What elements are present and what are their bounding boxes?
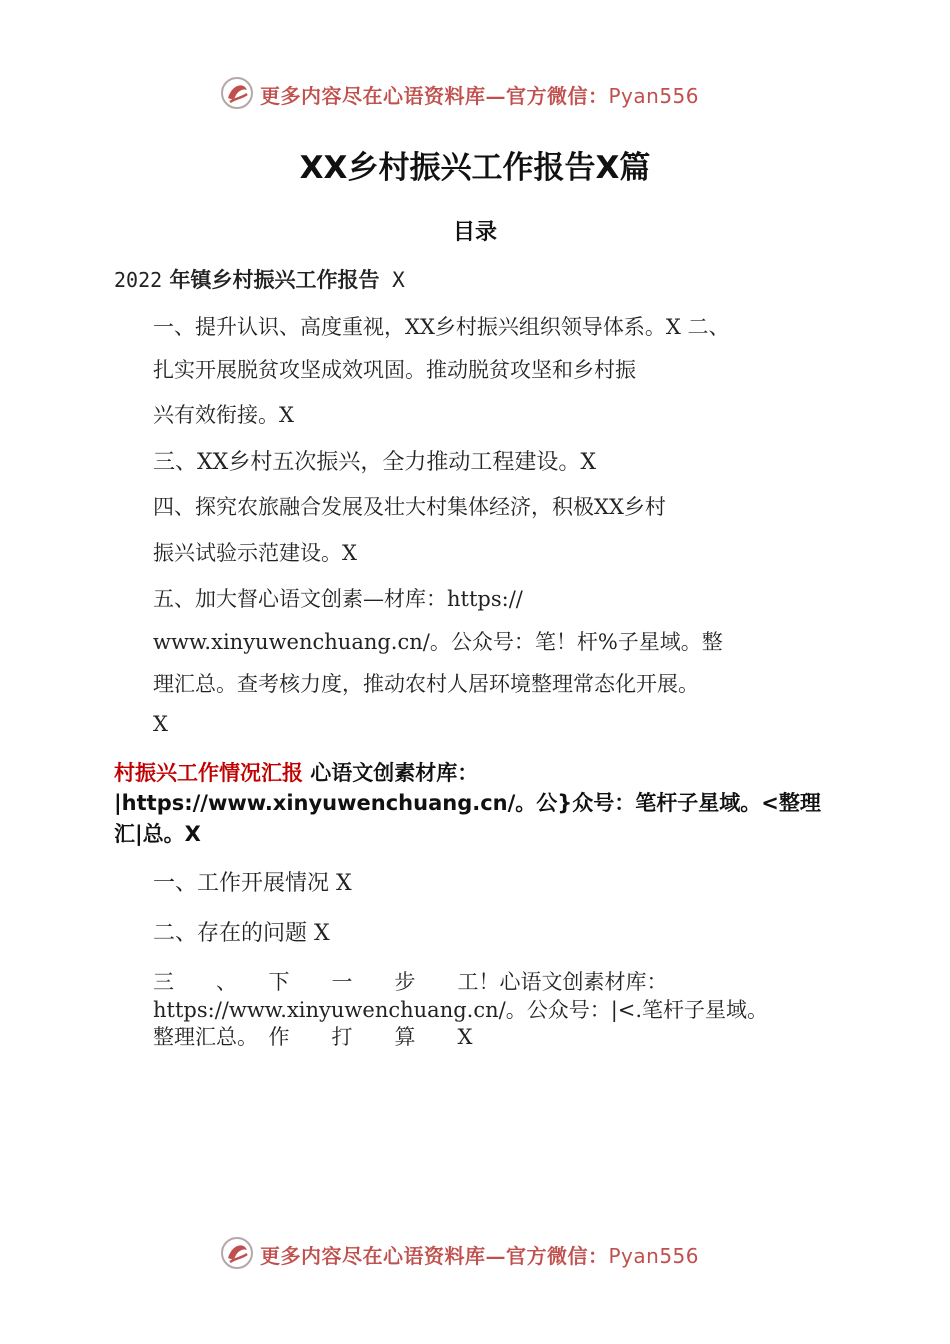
banner-dash: — — [485, 1244, 506, 1268]
toc-item-2-3a: 三 、 下 一 步 工！心语文创素材库： — [153, 970, 668, 994]
banner-wechat-id: Pyan556 — [608, 1244, 700, 1268]
header-banner — [0, 74, 950, 114]
banner-wechat-id: Pyan556 — [608, 84, 700, 108]
toc-section-2-tail: 心语文创素材库： — [303, 761, 479, 785]
toc-item-5b: www.xinyuwenchuang.cn/。公众号：笔！杆%子星域。整 — [153, 630, 723, 654]
toc-section-1 — [114, 264, 405, 294]
toc-item-5a: 五、加大督心语文创素—材库：https:// — [153, 587, 523, 611]
banner-text — [260, 1240, 699, 1269]
toc-section-2-title: 村振兴工作情况汇报 — [114, 761, 303, 785]
toc-item-2-3b: https://www.xinyuwenchuang.cn/。公众号：|<.笔杆子星域。 — [153, 998, 769, 1022]
toc-section-1-title: 年镇乡村振兴工作报告 — [162, 268, 380, 292]
banner-dash: — — [485, 84, 506, 108]
toc-section-2 — [114, 757, 478, 787]
banner-wechat-label: 官方微信： — [506, 1244, 609, 1268]
library-logo-icon — [220, 1236, 254, 1270]
toc-item-2-2: 二、存在的问题 X — [153, 921, 330, 946]
toc-section-1-x: X — [379, 268, 405, 292]
toc-heading: 目录 — [452, 220, 497, 245]
toc-item-4a: 四、探究农旅融合发展及壮大村集体经济，积极XX乡村 — [153, 495, 666, 519]
document-title: XX乡村振兴工作报告X篇 — [299, 150, 651, 186]
banner-wechat-label: 官方微信： — [506, 84, 609, 108]
toc-item-3: 三、XX乡村五次振兴，全力推动工程建设。X — [153, 450, 596, 475]
toc-item-1b: 扎实开展脱贫攻坚成效巩固。推动脱贫攻坚和乡村振 — [153, 358, 636, 382]
toc-item-1c: 兴有效衔接。X — [153, 403, 294, 427]
toc-section-2-line3: 汇|总。X — [114, 822, 201, 846]
toc-item-5c: 理汇总。查考核力度，推动农村人居环境整理常态化开展。 — [153, 672, 699, 696]
toc-item-5d: X — [153, 712, 168, 736]
toc-section-1-year: 2022 — [114, 268, 163, 292]
footer-banner — [0, 1234, 950, 1274]
banner-library-name: 更多内容尽在心语资料库 — [260, 1244, 486, 1268]
toc-item-4b: 振兴试验示范建设。X — [153, 541, 357, 565]
toc-section-2-line2: |https://www.xinyuwenchuang.cn/。公}众号：笔杆子星域。<整理 — [114, 791, 821, 815]
toc-item-2-3c: 整理汇总。 作 打 算 X — [153, 1025, 473, 1049]
banner-text — [260, 80, 699, 109]
toc-item-2-1: 一、工作开展情况 X — [153, 871, 352, 896]
library-logo-icon — [220, 76, 254, 110]
toc-item-1a: 一、提升认识、高度重视，XX乡村振兴组织领导体系。X 二、 — [153, 315, 730, 339]
banner-library-name: 更多内容尽在心语资料库 — [260, 84, 486, 108]
